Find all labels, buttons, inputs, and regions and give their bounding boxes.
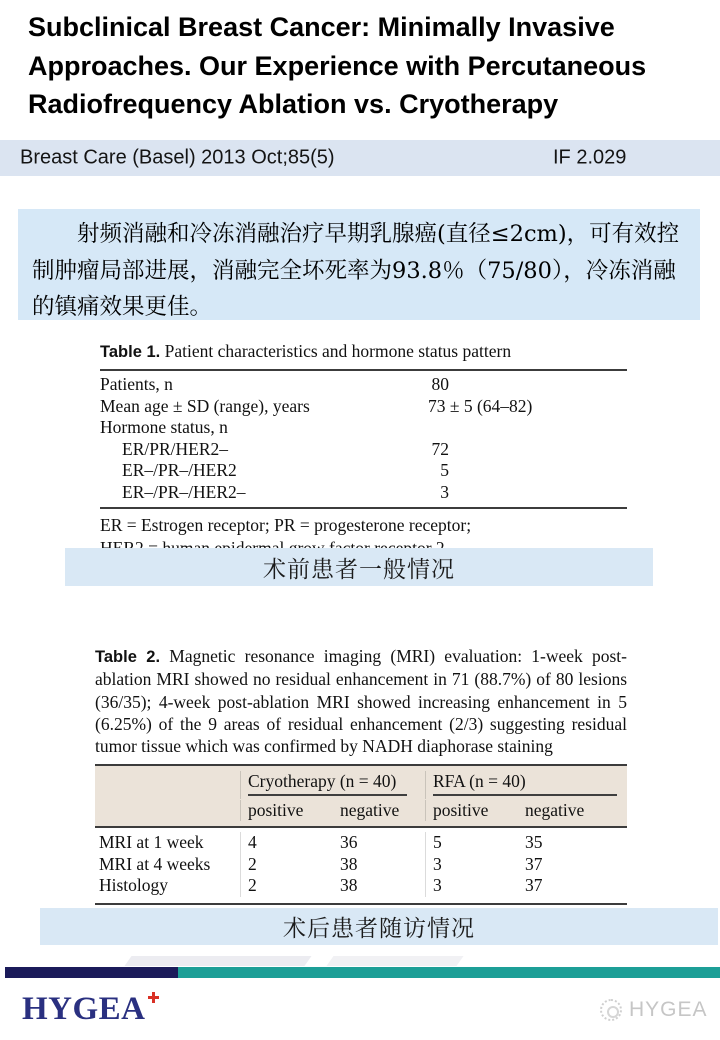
table1-row-value: 80 [431, 374, 449, 394]
watermark-text: HYGEA [629, 998, 708, 1021]
impact-factor: IF 2.029 [553, 146, 627, 169]
hygea-logo-text: HYGEA [22, 991, 146, 1027]
table1-body [100, 369, 627, 509]
page-title [28, 8, 700, 124]
table2-grid [95, 764, 627, 905]
table2-cell: 38 [340, 853, 358, 874]
table-row [100, 439, 627, 461]
table2-cell: 2 [240, 875, 333, 897]
table-row [100, 417, 627, 439]
table2-subheader-row [95, 799, 627, 826]
table1-row-label: ER/PR/HER2– [122, 438, 228, 459]
section-band-preop-label: 术前患者一般情况 [263, 556, 455, 583]
table2-group-cryotherapy: Cryotherapy (n = 40) [240, 771, 425, 799]
table2-caption [95, 645, 627, 757]
summary-box [18, 209, 700, 320]
table2-cell: 37 [525, 875, 543, 896]
table2-header [95, 766, 627, 828]
table2-caption-label: Table 2. [95, 648, 161, 666]
table1-row-label: ER–/PR–/HER2– [122, 481, 246, 502]
table1 [100, 341, 627, 569]
page-title-line: Approaches. Our Experience with Percutaneous [28, 50, 647, 81]
table2-subheader: negative [340, 800, 400, 821]
watermark-stamp-icon [600, 999, 622, 1021]
footer-decoration [124, 956, 311, 966]
table2-corner-cell [95, 800, 240, 821]
footer-navy-bar [5, 967, 178, 978]
footer-decoration [326, 956, 463, 966]
table1-row-label: ER–/PR–/HER2 [122, 460, 237, 480]
footer-teal-bar [178, 967, 720, 978]
page-title-line: Subclinical Breast Cancer: Minimally Invasive [28, 12, 615, 42]
table-row [95, 875, 627, 897]
table2-cell: 38 [340, 875, 358, 896]
table2-group-rfa: RFA (n = 40) [425, 771, 627, 799]
journal-bar [0, 140, 720, 176]
table2-corner-cell [95, 771, 240, 799]
table2-cell: 4 [240, 832, 333, 854]
table2-subheader: negative [525, 800, 585, 821]
logo-cross-icon [148, 992, 159, 1003]
hygea-logo [22, 991, 159, 1028]
table-row [95, 854, 627, 876]
table2-cell: 35 [525, 832, 543, 853]
table2-cell: 37 [525, 853, 543, 874]
watermark [600, 998, 708, 1022]
table1-row-value: 72 [431, 438, 449, 459]
table2-row-label: Histology [99, 875, 169, 896]
table1-row-label: Mean age ± SD (range), years [100, 395, 310, 416]
section-band-preop [65, 548, 653, 586]
page-title-line: Radiofrequency Ablation vs. Cryotherapy [28, 89, 559, 119]
table1-footnote-line: ER = Estrogen receptor; PR = progesterone receptor; [100, 515, 472, 535]
table2 [95, 645, 627, 905]
table2-cell: 36 [340, 832, 358, 853]
journal-citation: Breast Care (Basel) 2013 Oct;85(5) [20, 146, 335, 169]
table1-row-value: 5 [440, 460, 449, 480]
table1-row-value: 73 ± 5 (64–82) [428, 395, 533, 416]
table2-row-label: MRI at 1 week [99, 832, 204, 853]
table-row [95, 832, 627, 854]
table2-cell: 3 [425, 854, 518, 876]
table1-row-value: 3 [440, 481, 449, 502]
table2-cell: 3 [425, 875, 518, 897]
section-band-followup [40, 908, 718, 945]
table-row [100, 482, 627, 504]
table2-subheader: positive [425, 800, 518, 821]
table2-cell: 2 [240, 854, 333, 876]
table1-row-label: Patients, n [100, 374, 173, 394]
summary-text: 射频消融和冷冻消融治疗早期乳腺癌(直径≤2cm)，可有效控制肿瘤局部进展，消融完全坏死率为93.8％（75/80），冷冻消融的镇痛效果更佳。 [32, 221, 680, 320]
table2-subheader: positive [240, 800, 333, 821]
table1-caption-label: Table 1. [100, 343, 161, 361]
table-row [100, 374, 627, 396]
table2-cell: 5 [425, 832, 518, 854]
table-row [100, 460, 627, 482]
section-band-followup-label: 术后患者随访情况 [283, 916, 475, 942]
table2-group-header-row [95, 771, 627, 799]
table2-row-label: MRI at 4 weeks [99, 853, 211, 874]
table1-row-label: Hormone status, n [100, 417, 228, 437]
table2-body [95, 828, 627, 903]
table2-caption-text: Magnetic resonance imaging (MRI) evaluation: 1-week post-ablation MRI showed no residual enhancement in 71 (88.7%) of 80 lesions (36/35); 4-week post-ablation MRI showed increasing enhancement in 5 (6.25%) of the 9 areas of residual enhancement (2/3) suggesting residual tumor tissue which was confirmed by NADH diaphorase staining [95, 646, 627, 757]
table-row [100, 396, 627, 418]
table1-caption [100, 341, 627, 363]
table1-caption-text: Patient characteristics and hormone status pattern [160, 341, 512, 361]
